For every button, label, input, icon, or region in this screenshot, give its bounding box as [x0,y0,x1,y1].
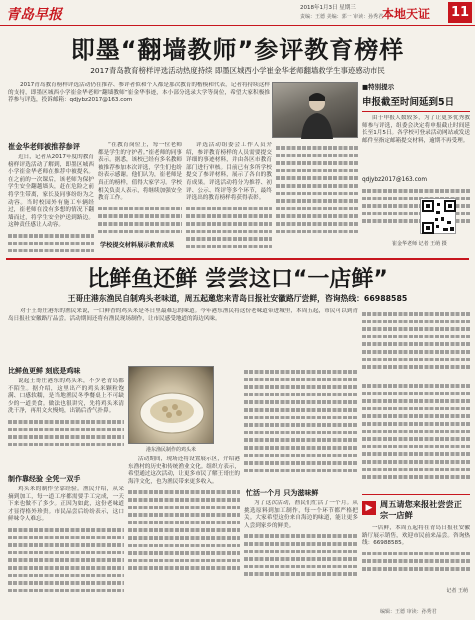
top-col2 [98,142,182,236]
teacher-photo [272,82,358,138]
mid-headline: 比鲜鱼还鲜 尝尝这口“一店鲜” [87,267,388,292]
mid-sub2: 制作靠经验 全凭一双手 [8,475,81,483]
promo-text: 一店鲜，本周五起将在青岛日报社安徽路厅展示销售，欢迎市民前来品尝。咨询热线：66988585。 [362,525,470,547]
top-intro [8,82,270,138]
teacher-silhouette [273,83,359,139]
mid-col3b [244,500,358,614]
top-col1-heading: 崔金华老师被推荐参评 [8,142,80,151]
top-headline: 即墨“翻墙教师”参评教育榜样 [70,36,405,64]
promo-body [362,525,470,585]
mid-col2 [128,456,240,614]
mid-col4 [362,380,470,490]
top-col1-text: 近日，记者从2017年度的教育榜样评选活动了解到，即墨区城西小学崔金华老师在推荐中被提名。在之前的一次课后，该老师为保护学生安全翻越墙头，赶在危险之前将学生带离，家长及同事纷纷为之动容。当时校园外有施工车辆经过，崔老师在没有多想的情况下翻墙而过，将学生安全护送到路边。这种责任感让人动容。 [8,154,94,229]
top-col1 [8,154,94,252]
section-divider [6,258,469,260]
mid-col1b [8,486,124,614]
special-tip-body [362,115,470,175]
promo-title: 周五请您来报社尝尝正宗一店鲜 [380,499,462,520]
mid-col1-text: 说起王哥庄港东的鸡头米，不少老青岛都不陌生。据介绍，这里出产的鸡头米颗粒饱满、口感软糯，是当地渔民冬季餐桌上不可缺少的一道美食。做法也很讲究，先将鸡头米清洗干净，再用文火慢炖，出锅后香气扑鼻。 [8,378,124,415]
top-intro-text: 2017青岛教育榜样评选活动仍在推荐、参评者似和个人都是那次教育的楷模和代表，记者将持续这样的支持，即墨区城西小学崔金华老师“翻墙教师”崔金华事迹，本小部分选录大学等岗位，希望大家积极推荐参与评选，投诉邮箱：qdjybz2017@163.com [8,82,270,104]
paper-logo: 青岛早报 [6,7,62,23]
top-col4 [276,142,358,252]
mid-col4-text: 为了这次活动，渔民们忙活了一个月。从挑选原料到加工制作，每一个环节都严格把关。大家希望这份来自海边的味道，能让更多人尝到家乡的鲜美。 [244,500,358,529]
top-photo-caption: 崔金华老师 记者 王萌 摄 [392,241,447,247]
page-number: 11 [448,2,472,23]
mid-col3-text: 活动期间，现场还将设置展示区，介绍港东渔村的历史和传统渔业文化。组织方表示，希望通过这次活动，让更多市民了解王哥庄的海洋文化，也为渔民带来更多收入。 [128,456,240,485]
mid-sub3: 忙活一个月 只为滋味鲜 [246,489,319,497]
mid-col1 [8,378,124,470]
mid-sub1: 比鲜鱼更鲜 刻底是鸡味 [8,367,81,375]
editor-line: 责编：王德 美编：郭一 审读：孙秀君 [300,14,384,20]
mid-right-top [362,308,470,378]
masthead [0,0,475,26]
mid-subheadline: 王哥庄港东渔民自制鸡头老味道，周五起邀您来青岛日报社安徽路厅尝鲜，咨询热线：66988585 [67,294,408,303]
top-subheadline: 2017青岛教育榜样评选活动热度持续 即墨区城西小学崔金华老师翻墙救学生事迹感动市民 [90,66,385,75]
promo-arrow-icon: ▶ [362,501,376,515]
special-tip-title: 申报截至时间延到5日 [362,97,455,108]
section-name: 本地天证 [382,7,431,21]
footer-editor: 编辑：王德 审读：孙秀君 [380,609,437,615]
mid-intro-text: 对于王哥庄港东的渔民来说，一口鲜香的鸡头米是冬日里最难忘的味道。今年港东渔民将这份老味道带进城里，本周五起，市民可以到青岛日报社安徽路厅品尝。活动期间还将有渔民现场制作，让市民感受地道的海边风味。 [8,308,358,322]
tip-rule [362,111,470,112]
mid-intro [8,308,358,362]
special-tip-label: ■特別提示 [362,83,395,91]
dish-photo [128,366,214,444]
top-col3-text: 评选活动组委会工作人员介绍，参评教育榜样的人员需要提交详细的事迹材料，并由各区市教育部门进行审核。目前已有多所学校提交了参评材料，展示了各自的教育成果。评选活动将分为推荐、初评、公示、终评等多个环节，最终评选出的教育榜样将获得表彰。 [186,142,272,202]
promo-box [362,494,470,604]
dish-photo-caption: 港东渔民制作的鸡头米 [145,447,196,453]
top-col3 [186,142,272,252]
top-col2-subheading: 学校提交材料展示教育成果 [100,242,175,249]
issue-date: 2018年1月3日 星期三 [300,5,356,11]
special-tip-email: qdjybz2017@163.com [362,177,427,183]
promo-byline: 记者 王萌 [446,588,468,594]
top-col2-text: “在教育岗位上，每一位老师都是学生的守护者。”崔老师的同事表示。据悉，该校已经有多名教师被推荐参加本次评选，学生们也纷纷表示感谢。他们认为，崔老师是真正的榜样，值得大家学习。学校相关负责人表示，将继续加强安全教育工作。 [98,142,182,202]
special-tip-text: 由于申报人数较多，为了让更多优秀教师参与评选，组委会决定将申报截止时间延长至1月5日。各学校可登录活动网站或发送邮件至指定邮箱提交材料，逾期不再受理。 [362,115,470,144]
mid-col2-text: 鸡头米的制作全靠经验。渔民介绍，从采摘到加工，每一道工序都需要手工完成，一天下来也做不了多少。正因为如此，这份老味道才显得格外珍贵。市民品尝后纷纷表示，这口鲜味令人难忘。 [8,486,124,523]
mid-col3 [244,366,358,484]
qr-code-icon[interactable] [420,198,456,234]
dish-illustration [129,367,215,445]
